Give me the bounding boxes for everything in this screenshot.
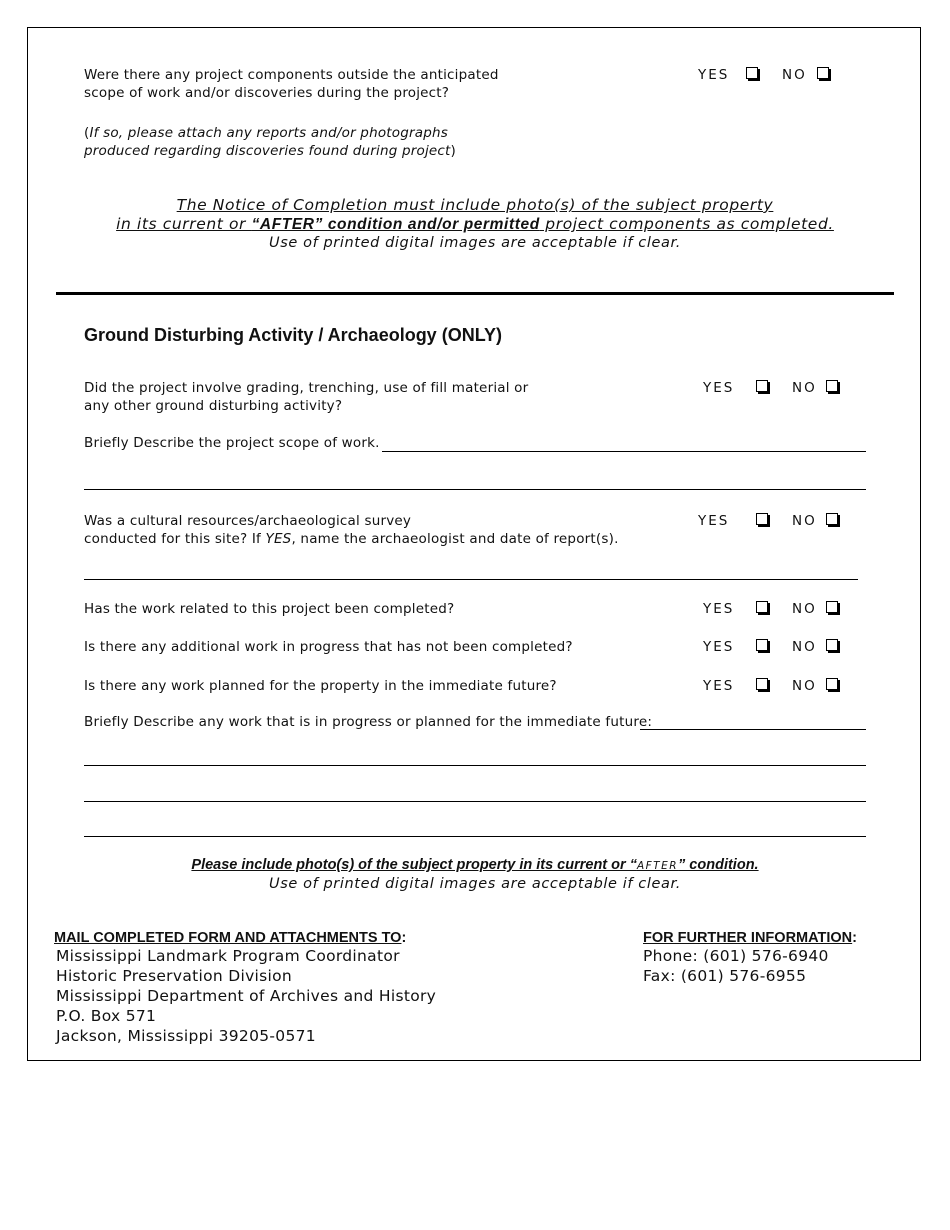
notice-line-1: The Notice of Completion must include photo(s) of the subject property	[176, 196, 774, 214]
info-heading: FOR FURTHER INFORMATION	[643, 930, 853, 946]
no-checkbox[interactable]	[826, 639, 838, 651]
describe-future-label: Briefly Describe any work that is in progress or planned for the immediate future:	[84, 714, 653, 730]
question-planned: Is there any work planned for the property in the immediate future?	[84, 678, 557, 694]
no-label: NO	[792, 513, 817, 529]
question-line: scope of work and/or discoveries during the project?	[84, 85, 450, 101]
yes-label: YES	[698, 513, 730, 529]
section-heading: Ground Disturbing Activity / Archaeology (ONLY)	[84, 325, 503, 345]
no-label: NO	[792, 639, 817, 655]
yes-checkbox[interactable]	[756, 601, 768, 613]
yes-label: YES	[703, 601, 735, 617]
scope-answer-line[interactable]	[382, 451, 866, 452]
yes-label: YES	[703, 678, 735, 694]
question-grading: Did the project involve grading, trenching, use of fill material or any other ground disturbing activity?	[84, 380, 529, 414]
photo-note: Please include photo(s) of the subject property in its current or “AFTER” condition. Use of printed digital images are acceptable if clear.	[191, 857, 759, 892]
question-completed: Has the work related to this project been completed?	[84, 601, 455, 617]
attach-note-line: produced regarding discoveries found during project	[84, 143, 451, 159]
section-divider	[56, 292, 894, 295]
future-answer-line[interactable]	[640, 729, 866, 730]
info-block: FOR FURTHER INFORMATION: Phone: (601) 576-6940 Fax: (601) 576-6955	[643, 930, 857, 985]
no-checkbox[interactable]	[826, 678, 838, 690]
question-in-progress: Is there any additional work in progress that has not been completed?	[84, 639, 573, 655]
scope-answer-line[interactable]	[84, 489, 866, 490]
attach-note: (If so, please attach any reports and/or photographs produced regarding discoveries found during project)	[84, 125, 456, 159]
question-line: Were there any project components outside the anticipated	[84, 67, 499, 83]
yes-label: YES	[703, 639, 735, 655]
mail-block: MAIL COMPLETED FORM AND ATTACHMENTS TO: Mississippi Landmark Program Coordinator Historic Preservation Division Mississippi Department of Archives and History P.O. Box 571 Jackson, Mississippi 39205-0571	[54, 930, 437, 1045]
question-outside-scope	[84, 66, 499, 102]
no-label: NO	[792, 380, 817, 396]
no-checkbox[interactable]	[826, 601, 838, 613]
fax-number: Fax: (601) 576-6955	[643, 967, 807, 985]
future-answer-line[interactable]	[84, 836, 866, 837]
no-checkbox[interactable]	[817, 67, 829, 79]
future-answer-line[interactable]	[84, 801, 866, 802]
phone-number: Phone: (601) 576-6940	[643, 947, 829, 965]
yes-checkbox[interactable]	[756, 513, 768, 525]
notice-line-3: Use of printed digital images are acceptable if clear.	[269, 235, 681, 251]
mail-address: Mississippi Landmark Program Coordinator Historic Preservation Division Mississippi Department of Archives and History P.O. Box 571 Jackson, Mississippi 39205-0571	[56, 947, 437, 1045]
notice-of-completion: The Notice of Completion must include photo(s) of the subject property in its current or “AFTER” condition and/or permitted project components as completed. Use of printed digital images are acceptable if clear.	[60, 196, 890, 252]
yes-label: YES	[703, 380, 735, 396]
question-survey: Was a cultural resources/archaeological survey conducted for this site? If YES, name the archaeologist and date of report(s).	[84, 513, 619, 547]
attach-note-line: If so, please attach any reports and/or photographs	[89, 125, 448, 141]
yes-checkbox[interactable]	[756, 678, 768, 690]
describe-scope-label: Briefly Describe the project scope of work.	[84, 435, 380, 451]
mail-heading: MAIL COMPLETED FORM AND ATTACHMENTS TO	[54, 930, 402, 946]
yes-checkbox[interactable]	[756, 639, 768, 651]
no-label: NO	[792, 601, 817, 617]
yes-label: YES	[698, 67, 730, 83]
future-answer-line[interactable]	[84, 765, 866, 766]
no-label: NO	[792, 678, 817, 694]
survey-answer-line[interactable]	[84, 579, 858, 580]
no-label: NO	[782, 67, 807, 83]
no-checkbox[interactable]	[826, 380, 838, 392]
no-checkbox[interactable]	[826, 513, 838, 525]
yes-checkbox[interactable]	[756, 380, 768, 392]
yes-checkbox[interactable]	[746, 67, 758, 79]
